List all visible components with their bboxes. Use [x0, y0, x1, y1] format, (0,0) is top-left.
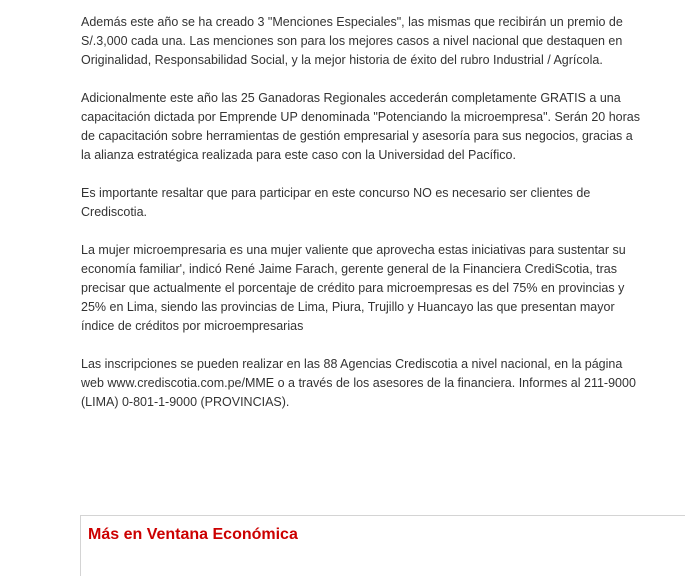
article-body: [81, 13, 641, 431]
article-paragraph-requisitos: Es importante resaltar que para participar en este concurso NO es necesario ser clientes de Crediscotia.: [81, 186, 591, 219]
article-paragraph-cita: La mujer microempresaria es una mujer valiente que aprovecha estas iniciativas para sustentar su economía familiar', indicó René Jaime Farach, gerente general de la Financiera CrediScotia, tras precisar que actualmente el porcentaje de crédito para microempresas es del 75% en provincias y 25% en Lima, siendo las provincias de Lima, Piura, Trujillo y Huancayo las que presentan mayor índice de créditos por microempresarias: [81, 243, 626, 333]
article-paragraph-menciones: Además este año se ha creado 3 "Menciones Especiales", las mismas que recibirán un premio de S/.3,000 cada una. Las menciones son para los mejores casos a nivel nacional que destaquen en Originalidad, Responsabilidad Social, y la mejor historia de éxito del rubro Industrial / Agrícola.: [81, 15, 623, 67]
related-section: [80, 515, 685, 576]
article-paragraph-capacitacion: Adicionalmente este año las 25 Ganadoras Regionales accederán completamente GRATIS a una capacitación dictada por Emprende UP denominada "Potenciando la microempresa". Serán 20 horas de capacitación sobre herramientas de gestión empresarial y asesoría para sus negocios, gracias a la alianza estratégica realizada para este caso con la Universidad del Pacífico.: [81, 91, 640, 162]
related-section-title: Más en Ventana Económica: [88, 526, 298, 543]
article-paragraph-inscripciones: Las inscripciones se pueden realizar en las 88 Agencias Crediscotia a nivel nacional, en la página web www.crediscotia.com.pe/MME o a través de los asesores de la financiera. Informes al 211-9000 (LIMA) 0-801-1-9000 (PROVINCIAS).: [81, 357, 636, 409]
